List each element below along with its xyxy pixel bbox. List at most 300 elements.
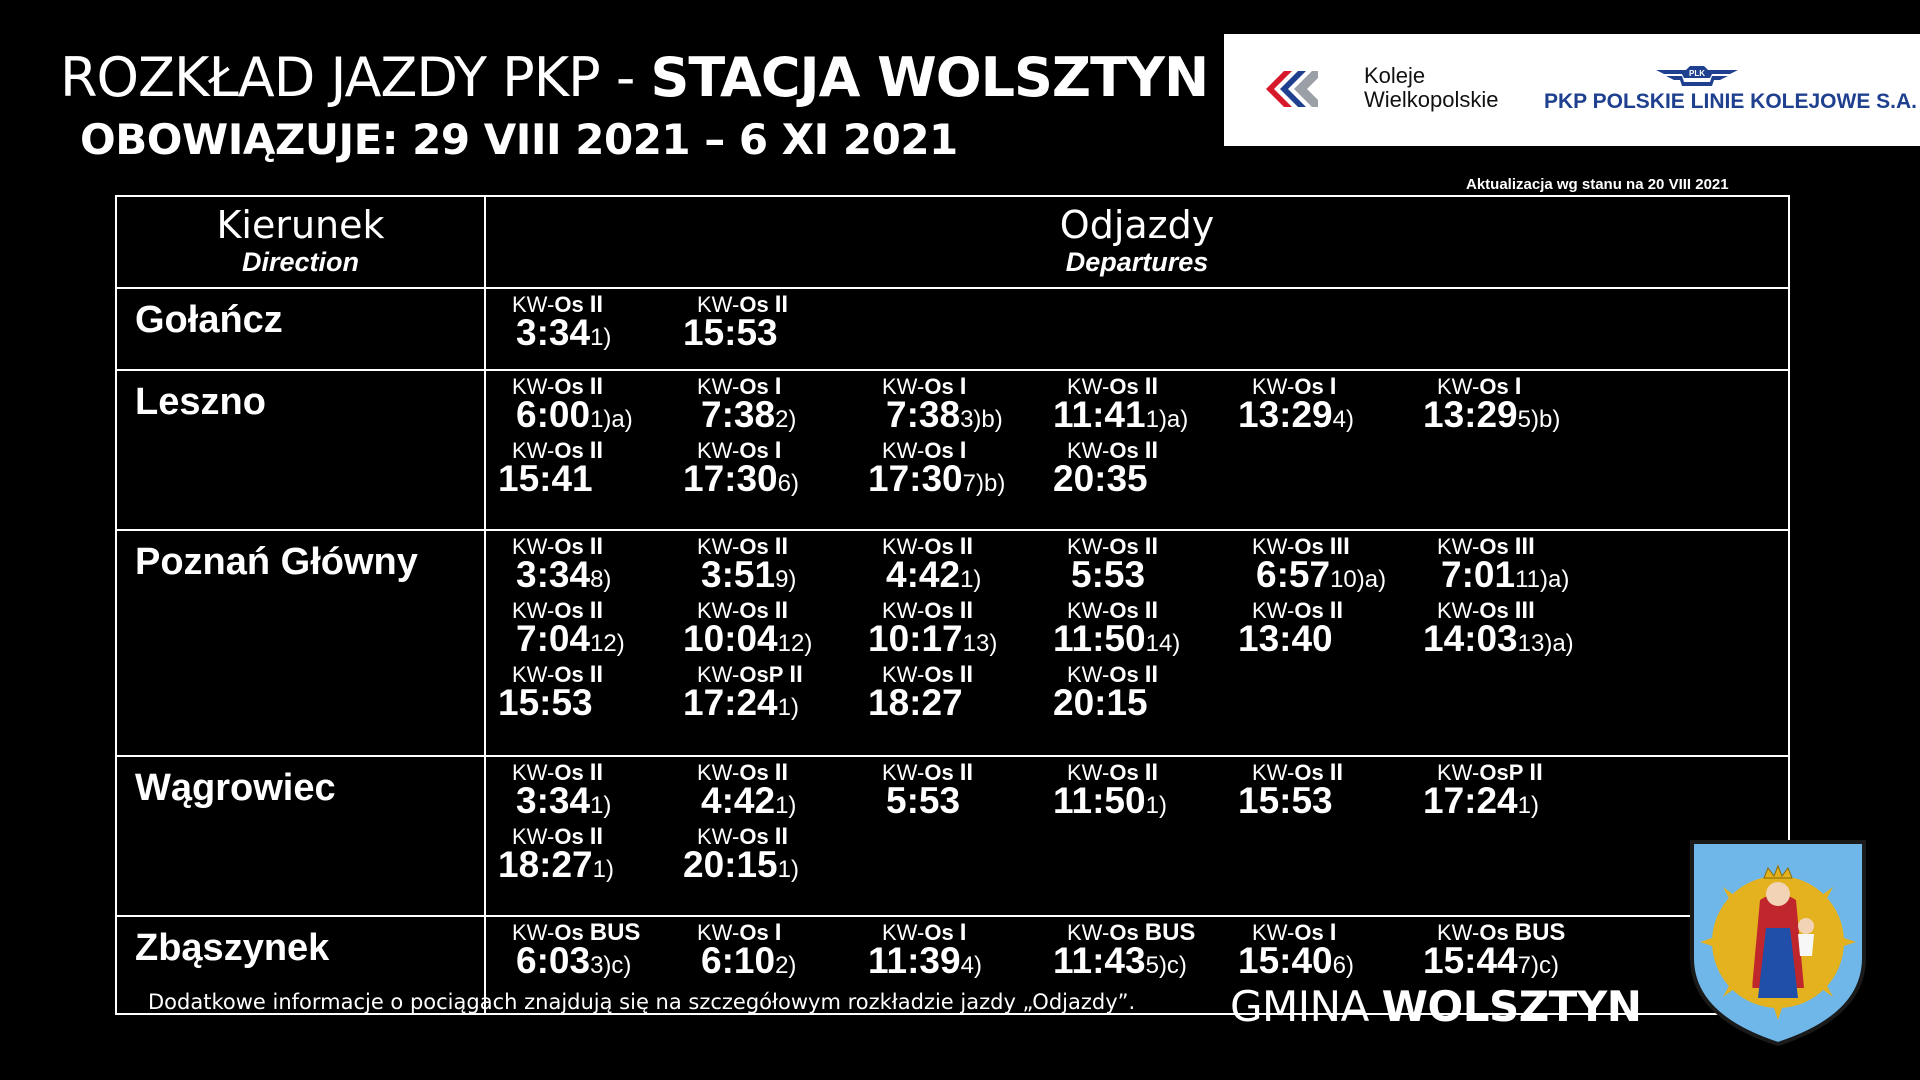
- train-type: Os: [739, 598, 769, 623]
- footnote-ref: 8): [590, 566, 612, 593]
- footnote-ref: 5)c): [1145, 952, 1187, 979]
- train-operator: KW-: [697, 920, 740, 945]
- time-value: 7:38: [886, 394, 961, 435]
- time-value: 15:41: [498, 458, 593, 499]
- train-operator: KW-: [1252, 374, 1295, 399]
- train-operator: KW-: [697, 598, 740, 623]
- wolsztyn-coat-of-arms-icon: [1688, 838, 1868, 1048]
- train-operator: KW-: [512, 760, 555, 785]
- train-class: I: [774, 373, 782, 400]
- time-value: 7:38: [701, 394, 776, 435]
- destination-cell: Poznań Główny: [116, 530, 485, 756]
- departure-time: [1256, 555, 1386, 600]
- departures-header: [485, 196, 1789, 288]
- train-type: Os: [1294, 598, 1324, 623]
- train-class: II: [1144, 437, 1159, 464]
- time-value: 11:39: [868, 940, 961, 981]
- train-class: II: [774, 291, 789, 318]
- time-value: 3:34: [516, 780, 591, 821]
- footnote-ref: 14): [1145, 630, 1181, 657]
- time-value: 3:34: [516, 312, 591, 353]
- footnote-ref: 13): [962, 630, 998, 657]
- departures-grid: [498, 919, 1788, 983]
- plk-emblem-text: PLK: [1689, 69, 1705, 78]
- logo-panel: [1224, 34, 1920, 146]
- train-operator: KW-: [512, 824, 555, 849]
- train-operator: KW-: [512, 534, 555, 559]
- train-class: II: [959, 661, 974, 688]
- departure-time: [1238, 941, 1354, 986]
- departure-time: [1238, 395, 1354, 440]
- departure-entry: [683, 437, 868, 501]
- direction-header-pl: Kierunek: [216, 203, 385, 247]
- train-class: III: [1514, 597, 1535, 624]
- time-value: 11:41: [1053, 394, 1146, 435]
- departure-time: [886, 395, 1003, 440]
- plk-winged-emblem-icon: [1656, 64, 1738, 88]
- train-type: Os: [739, 292, 769, 317]
- train-class: I: [959, 919, 967, 946]
- departure-time: [683, 683, 799, 728]
- train-type: Os: [554, 920, 584, 945]
- departure-entry: [1423, 597, 1608, 661]
- train-type: Os: [924, 662, 954, 687]
- departure-entry: [683, 919, 868, 983]
- train-type: Os: [1109, 374, 1139, 399]
- time-value: 7:01: [1441, 554, 1516, 595]
- train-class: II: [959, 533, 974, 560]
- title-bold: STACJA WOLSZTYN: [650, 46, 1209, 109]
- departure-entry: [868, 437, 1053, 501]
- train-type: Os: [1479, 534, 1509, 559]
- gmina-label: [1230, 982, 1641, 1031]
- departure-time: [498, 845, 614, 890]
- validity-period: OBOWIĄZUJE: 29 VIII 2021 – 6 XI 2021: [80, 115, 958, 164]
- departure-time: [1053, 941, 1187, 986]
- footnote-ref: 1): [590, 792, 612, 819]
- time-value: 5:53: [1071, 554, 1146, 595]
- train-class: II: [774, 759, 789, 786]
- departure-time: [886, 555, 981, 600]
- time-value: 3:34: [516, 554, 591, 595]
- footnote-ref: 1): [777, 856, 799, 883]
- train-type: Os: [1294, 374, 1324, 399]
- kw-line1: Koleje: [1364, 63, 1426, 88]
- train-type: Os: [554, 824, 584, 849]
- departure-time: [701, 395, 796, 440]
- departure-time: [868, 941, 982, 986]
- train-class: II: [959, 759, 974, 786]
- departure-entry: [498, 823, 683, 887]
- departure-entry: [868, 919, 1053, 983]
- direction-header-en: Direction: [241, 247, 360, 277]
- footnote-ref: 7)b): [962, 470, 1006, 497]
- footnote-ref: 7)c): [1517, 952, 1559, 979]
- train-operator: KW-: [1067, 920, 1110, 945]
- train-operator: KW-: [1437, 534, 1480, 559]
- train-type: Os: [924, 438, 954, 463]
- footnote-ref: 10)a): [1330, 566, 1387, 593]
- departure-entry: [683, 291, 868, 355]
- departure-time: [1238, 619, 1333, 659]
- train-operator: KW-: [1252, 598, 1295, 623]
- train-operator: KW-: [697, 292, 740, 317]
- timetable-row: [116, 370, 1789, 530]
- train-class: II: [589, 373, 604, 400]
- departure-entry: [1423, 373, 1608, 437]
- train-operator: KW-: [1252, 534, 1295, 559]
- departure-time: [868, 683, 963, 723]
- departure-entry: [683, 661, 868, 725]
- train-class: II: [1144, 661, 1159, 688]
- time-value: 20:15: [683, 844, 778, 885]
- departure-entry: [498, 533, 683, 597]
- time-value: 11:50: [1053, 618, 1146, 659]
- time-value: 17:24: [1423, 780, 1518, 821]
- train-type: Os: [1109, 920, 1139, 945]
- train-type: Os: [1109, 438, 1139, 463]
- departure-entry: [1053, 597, 1238, 661]
- departure-entry: [1053, 373, 1238, 437]
- train-type: Os: [1109, 598, 1139, 623]
- train-class: I: [1329, 919, 1337, 946]
- departure-entry: [1423, 919, 1608, 983]
- footnote-ref: 2): [775, 406, 797, 433]
- departure-entry: [1423, 759, 1608, 823]
- departure-entry: [868, 533, 1053, 597]
- train-operator: KW-: [1252, 920, 1295, 945]
- train-operator: KW-: [1067, 534, 1110, 559]
- train-class: I: [1514, 373, 1522, 400]
- departure-time: [701, 781, 796, 826]
- departure-time: [1423, 941, 1559, 986]
- train-class: II: [1144, 597, 1159, 624]
- train-operator: KW-: [1067, 760, 1110, 785]
- train-class: II: [589, 437, 604, 464]
- train-class: II: [1329, 759, 1344, 786]
- train-operator: KW-: [512, 374, 555, 399]
- departures-cell: [485, 530, 1789, 756]
- train-type: Os: [1109, 760, 1139, 785]
- train-type: Os: [1109, 534, 1139, 559]
- time-value: 17:30: [683, 458, 778, 499]
- train-type: Os: [1479, 374, 1509, 399]
- train-class: II: [1144, 373, 1159, 400]
- train-type: OsP: [739, 662, 784, 687]
- time-value: 6:10: [701, 940, 776, 981]
- departure-time: [1053, 781, 1167, 826]
- departure-entry: [1238, 759, 1423, 823]
- train-operator: KW-: [1437, 760, 1480, 785]
- departures-grid: [498, 291, 1788, 355]
- train-type: Os: [554, 662, 584, 687]
- departure-time: [701, 941, 796, 986]
- time-value: 7:04: [516, 618, 591, 659]
- departures-grid: [498, 533, 1788, 725]
- train-type: Os: [739, 760, 769, 785]
- train-operator: KW-: [697, 438, 740, 463]
- time-value: 18:27: [868, 682, 963, 723]
- train-type: Os: [1479, 920, 1509, 945]
- train-type: Os: [739, 824, 769, 849]
- time-value: 5:53: [886, 780, 961, 821]
- train-class: II: [1529, 759, 1543, 786]
- footnote-ref: 12): [777, 630, 813, 657]
- train-class: II: [789, 661, 803, 688]
- departure-entry: [1053, 661, 1238, 725]
- time-value: 13:29: [1423, 394, 1518, 435]
- train-type: Os: [554, 760, 584, 785]
- train-type: OsP: [1479, 760, 1524, 785]
- timetable-row: [116, 756, 1789, 916]
- footnote-ref: 1): [592, 856, 614, 883]
- departure-entry: [1238, 533, 1423, 597]
- train-type: Os: [1294, 760, 1324, 785]
- time-value: 15:44: [1423, 940, 1518, 981]
- update-note: Aktualizacja wg stanu na 20 VIII 2021: [1466, 176, 1729, 193]
- departures-header-en: Departures: [1065, 247, 1209, 277]
- train-type: Os: [924, 374, 954, 399]
- departure-entry: [498, 661, 683, 725]
- time-value: 20:35: [1053, 458, 1148, 499]
- train-type: Os: [554, 534, 584, 559]
- train-operator: KW-: [697, 534, 740, 559]
- time-value: 4:42: [701, 780, 776, 821]
- departure-entry: [498, 373, 683, 437]
- time-value: 15:40: [1238, 940, 1333, 981]
- train-type: Os: [739, 374, 769, 399]
- departure-entry: [868, 661, 1053, 725]
- train-operator: KW-: [697, 760, 740, 785]
- departure-entry: [683, 533, 868, 597]
- timetable: [115, 195, 1790, 1015]
- departure-entry: [1053, 759, 1238, 823]
- departure-time: [516, 555, 611, 600]
- time-value: 17:30: [868, 458, 963, 499]
- departure-time: [683, 619, 812, 664]
- train-class: II: [1144, 533, 1159, 560]
- departure-time: [886, 781, 960, 821]
- train-operator: KW-: [882, 662, 925, 687]
- departure-entry: [498, 597, 683, 661]
- train-operator: KW-: [1252, 760, 1295, 785]
- departure-time: [516, 781, 611, 826]
- train-type: Os: [554, 598, 584, 623]
- departure-entry: [1238, 919, 1423, 983]
- page-title: [60, 46, 1208, 110]
- footnote-ref: 5)b): [1517, 406, 1561, 433]
- time-value: 15:53: [683, 312, 778, 353]
- koleje-wielkopolskie-logo-icon: [1266, 64, 1318, 114]
- departure-time: [498, 459, 593, 499]
- train-type: Os: [924, 760, 954, 785]
- gmina-regular: GMINA: [1230, 982, 1382, 1031]
- time-value: 6:57: [1256, 554, 1331, 595]
- timetable-header-row: [116, 196, 1789, 288]
- departure-time: [1423, 395, 1560, 440]
- train-operator: KW-: [1067, 374, 1110, 399]
- departure-entry: [683, 759, 868, 823]
- departure-entry: [498, 759, 683, 823]
- train-operator: KW-: [697, 374, 740, 399]
- departure-entry: [498, 437, 683, 501]
- departure-entry: [683, 823, 868, 887]
- footnote-ref: 1): [775, 792, 797, 819]
- train-operator: KW-: [512, 438, 555, 463]
- departure-entry: [683, 597, 868, 661]
- train-class: II: [959, 597, 974, 624]
- train-class: II: [589, 597, 604, 624]
- plk-company-name: PKP POLSKIE LINIE KOLEJOWE S.A.: [1544, 90, 1918, 113]
- train-operator: KW-: [882, 438, 925, 463]
- timetable-row: [116, 288, 1789, 370]
- time-value: 18:27: [498, 844, 593, 885]
- train-operator: KW-: [1067, 598, 1110, 623]
- departure-time: [1423, 781, 1539, 826]
- departures-cell: [485, 288, 1789, 370]
- departure-entry: [868, 373, 1053, 437]
- train-operator: KW-: [1067, 438, 1110, 463]
- departure-time: [1441, 555, 1569, 600]
- departure-time: [516, 941, 631, 986]
- train-class: II: [589, 759, 604, 786]
- departure-time: [498, 683, 593, 723]
- footnote-ref: 4): [1332, 406, 1354, 433]
- train-operator: KW-: [512, 662, 555, 687]
- train-class: III: [1329, 533, 1350, 560]
- footnote-ref: 11)a): [1515, 566, 1570, 593]
- timetable-row: [116, 530, 1789, 756]
- departures-grid: [498, 759, 1788, 887]
- departure-entry: [498, 919, 683, 983]
- train-operator: KW-: [512, 920, 555, 945]
- time-value: 14:03: [1423, 618, 1518, 659]
- time-value: 6:03: [516, 940, 591, 981]
- footnote-ref: 1)a): [590, 406, 633, 433]
- train-class: II: [589, 661, 604, 688]
- train-operator: KW-: [1437, 374, 1480, 399]
- footnote-ref: 1): [960, 566, 982, 593]
- kw-logo-text: [1364, 64, 1499, 112]
- departures-cell: [485, 370, 1789, 530]
- train-type: Os: [554, 438, 584, 463]
- departure-time: [868, 619, 997, 664]
- train-operator: KW-: [882, 760, 925, 785]
- footnote-ref: 1): [777, 694, 799, 721]
- footnote-ref: 3)c): [590, 952, 632, 979]
- departure-entry: [868, 759, 1053, 823]
- footnote-ref: 12): [590, 630, 625, 657]
- time-value: 20:15: [1053, 682, 1148, 723]
- train-class: I: [774, 437, 782, 464]
- train-operator: KW-: [697, 824, 740, 849]
- train-type: Os: [924, 598, 954, 623]
- train-class: I: [1329, 373, 1337, 400]
- train-class: II: [774, 823, 789, 850]
- train-type: Os: [924, 534, 954, 559]
- train-class: II: [1329, 597, 1344, 624]
- footnote-ref: 1): [1145, 792, 1167, 819]
- departure-time: [1071, 555, 1145, 595]
- title-regular: ROZKŁAD JAZDY PKP -: [60, 46, 651, 109]
- departure-entry: [1053, 533, 1238, 597]
- train-class: II: [774, 533, 789, 560]
- departure-time: [1053, 619, 1180, 664]
- destination-cell: Wągrowiec: [116, 756, 485, 916]
- train-class: II: [589, 533, 604, 560]
- departure-time: [1053, 459, 1148, 499]
- footnote-ref: 1): [590, 324, 612, 351]
- footnote-ref: 6): [1332, 952, 1354, 979]
- train-type: Os: [554, 292, 584, 317]
- train-type: Os: [739, 438, 769, 463]
- kw-line2: Wielkopolskie: [1364, 87, 1499, 112]
- departures-cell: [485, 756, 1789, 916]
- train-operator: KW-: [882, 534, 925, 559]
- departure-entry: [868, 597, 1053, 661]
- departures-grid: [498, 373, 1788, 501]
- train-class: BUS: [1144, 919, 1196, 946]
- time-value: 4:42: [886, 554, 961, 595]
- footnote-ref: 9): [775, 566, 797, 593]
- train-operator: KW-: [697, 662, 740, 687]
- time-value: 10:17: [868, 618, 963, 659]
- time-value: 11:43: [1053, 940, 1146, 981]
- footnote-ref: 3)b): [960, 406, 1003, 433]
- departure-time: [1053, 683, 1148, 723]
- train-class: I: [774, 919, 782, 946]
- train-type: Os: [554, 374, 584, 399]
- train-class: II: [774, 597, 789, 624]
- departure-time: [1238, 781, 1333, 821]
- train-operator: KW-: [1067, 662, 1110, 687]
- departure-entry: [498, 291, 683, 355]
- train-operator: KW-: [882, 374, 925, 399]
- train-type: Os: [924, 920, 954, 945]
- train-operator: KW-: [882, 598, 925, 623]
- train-operator: KW-: [512, 598, 555, 623]
- footer-note: Dodatkowe informacje o pociągach znajdują się na szczegółowym rozkładzie jazdy „Odjazdy”.: [148, 990, 1136, 1014]
- departure-time: [683, 313, 778, 353]
- train-type: Os: [1109, 662, 1139, 687]
- departure-entry: [1053, 437, 1238, 501]
- destination-cell: Leszno: [116, 370, 485, 530]
- time-value: 6:00: [516, 394, 591, 435]
- train-operator: KW-: [1437, 920, 1480, 945]
- time-value: 15:53: [1238, 780, 1333, 821]
- departure-time: [701, 555, 796, 600]
- time-value: 17:24: [683, 682, 778, 723]
- footnote-ref: 2): [775, 952, 797, 979]
- train-type: Os: [1294, 534, 1324, 559]
- train-type: Os: [1294, 920, 1324, 945]
- train-operator: KW-: [882, 920, 925, 945]
- departure-entry: [1423, 533, 1608, 597]
- train-type: Os: [739, 920, 769, 945]
- train-class: I: [959, 437, 967, 464]
- train-operator: KW-: [1437, 598, 1480, 623]
- departure-time: [1053, 395, 1188, 440]
- departures-header-pl: Odjazdy: [1059, 203, 1215, 247]
- time-value: 10:04: [683, 618, 778, 659]
- departure-time: [516, 619, 625, 664]
- direction-header: [116, 196, 485, 288]
- destination-cell: Gołańcz: [116, 288, 485, 370]
- time-value: 13:40: [1238, 618, 1333, 659]
- train-class: BUS: [589, 919, 641, 946]
- train-class: III: [1514, 533, 1535, 560]
- train-class: I: [959, 373, 967, 400]
